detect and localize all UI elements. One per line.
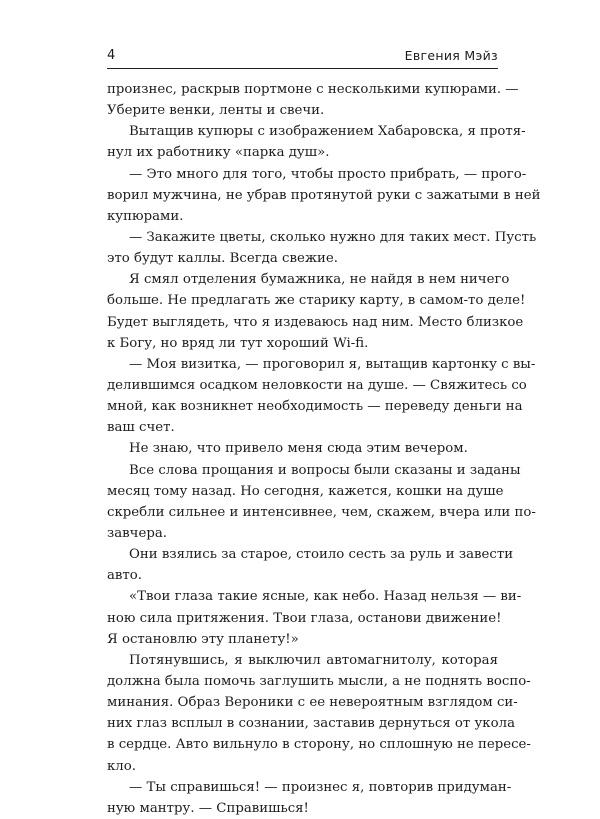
text-line: Я смял отделения бумажника, не найдя в нем ничего — [129, 272, 510, 288]
text-line: ною сила притяжения. Твои глаза, останови движение! — [107, 610, 502, 626]
running-head-author: Евгения Мэйз — [404, 48, 498, 63]
text-line: месяц тому назад. Но сегодня, кажется, кошки на душе — [107, 483, 504, 499]
text-line: в сердце. Авто вильнуло в сторону, но сплошную не пересе- — [107, 737, 531, 753]
text-line: «Твои глаза такие ясные, как небо. Назад нельзя — ви- — [129, 589, 522, 605]
text-line: них глаз всплыл в сознании, заставив дернуться от укола — [107, 716, 516, 732]
text-line: больше. Не предлагать же старику карту, в самом-то деле! — [107, 293, 526, 309]
text-line: ваш счет. — [107, 420, 175, 436]
text-line: авто. — [107, 568, 143, 584]
text-line: кло. — [107, 758, 136, 774]
text-line: минания. Образ Вероники с ее невероятным взглядом си- — [107, 695, 518, 711]
text-line: Не знаю, что привело меня сюда этим вечером. — [129, 441, 468, 457]
text-line: это будут каллы. Всегда свежие. — [107, 251, 339, 267]
text-line: — Моя визитка, — проговорил я, вытащив картонку с вы- — [129, 356, 536, 372]
text-line: ную мантру. — Справишься! — [107, 800, 309, 816]
text-line: Потянувшись, я выключил автомагнитолу, которая — [129, 652, 498, 668]
page-header — [107, 44, 498, 68]
text-line: мной, как возникнет необходимость — переведу деньги на — [107, 399, 523, 415]
text-line: Я остановлю эту планету!» — [107, 631, 299, 647]
text-line: Они взялись за старое, стоило сесть за руль и завести — [129, 547, 514, 563]
text-line: ворил мужчина, не убрав протянутой руки с зажатыми в ней — [107, 187, 541, 203]
page-number: 4 — [107, 48, 116, 63]
text-line: Будет выглядеть, что я издеваюсь над ним. Место близкое — [107, 314, 524, 330]
text-line: должна была помочь заглушить мысли, а не поднять воспо- — [107, 673, 531, 689]
header-rule — [107, 68, 498, 69]
text-line: Уберите венки, ленты и свечи. — [107, 103, 325, 119]
text-line: делившимся осадком неловкости на душе. — Свяжитесь со — [107, 377, 527, 393]
text-line: к Богу, но вряд ли тут хороший Wi-fi. — [107, 335, 369, 351]
text-line: — Ты справишься! — произнес я, повторив придуман- — [129, 779, 512, 795]
text-line: нул их работнику «парка душ». — [107, 145, 330, 161]
text-line: Вытащив купюры с изображением Хабаровска, я протя- — [129, 124, 526, 140]
text-line: Все слова прощания и вопросы были сказаны и заданы — [129, 462, 521, 478]
text-line: — Это много для того, чтобы просто прибрать, — прого- — [129, 166, 527, 182]
text-line: скребли сильнее и интенсивнее, чем, скажем, вчера или по- — [107, 504, 536, 520]
body-text — [107, 79, 541, 819]
text-line: — Закажите цветы, сколько нужно для таких мест. Пусть — [129, 229, 537, 245]
text-line: купюрами. — [107, 208, 184, 224]
text-line: завчера. — [107, 525, 167, 541]
text-line: произнес, раскрыв портмоне с несколькими купюрами. — — [107, 82, 519, 97]
